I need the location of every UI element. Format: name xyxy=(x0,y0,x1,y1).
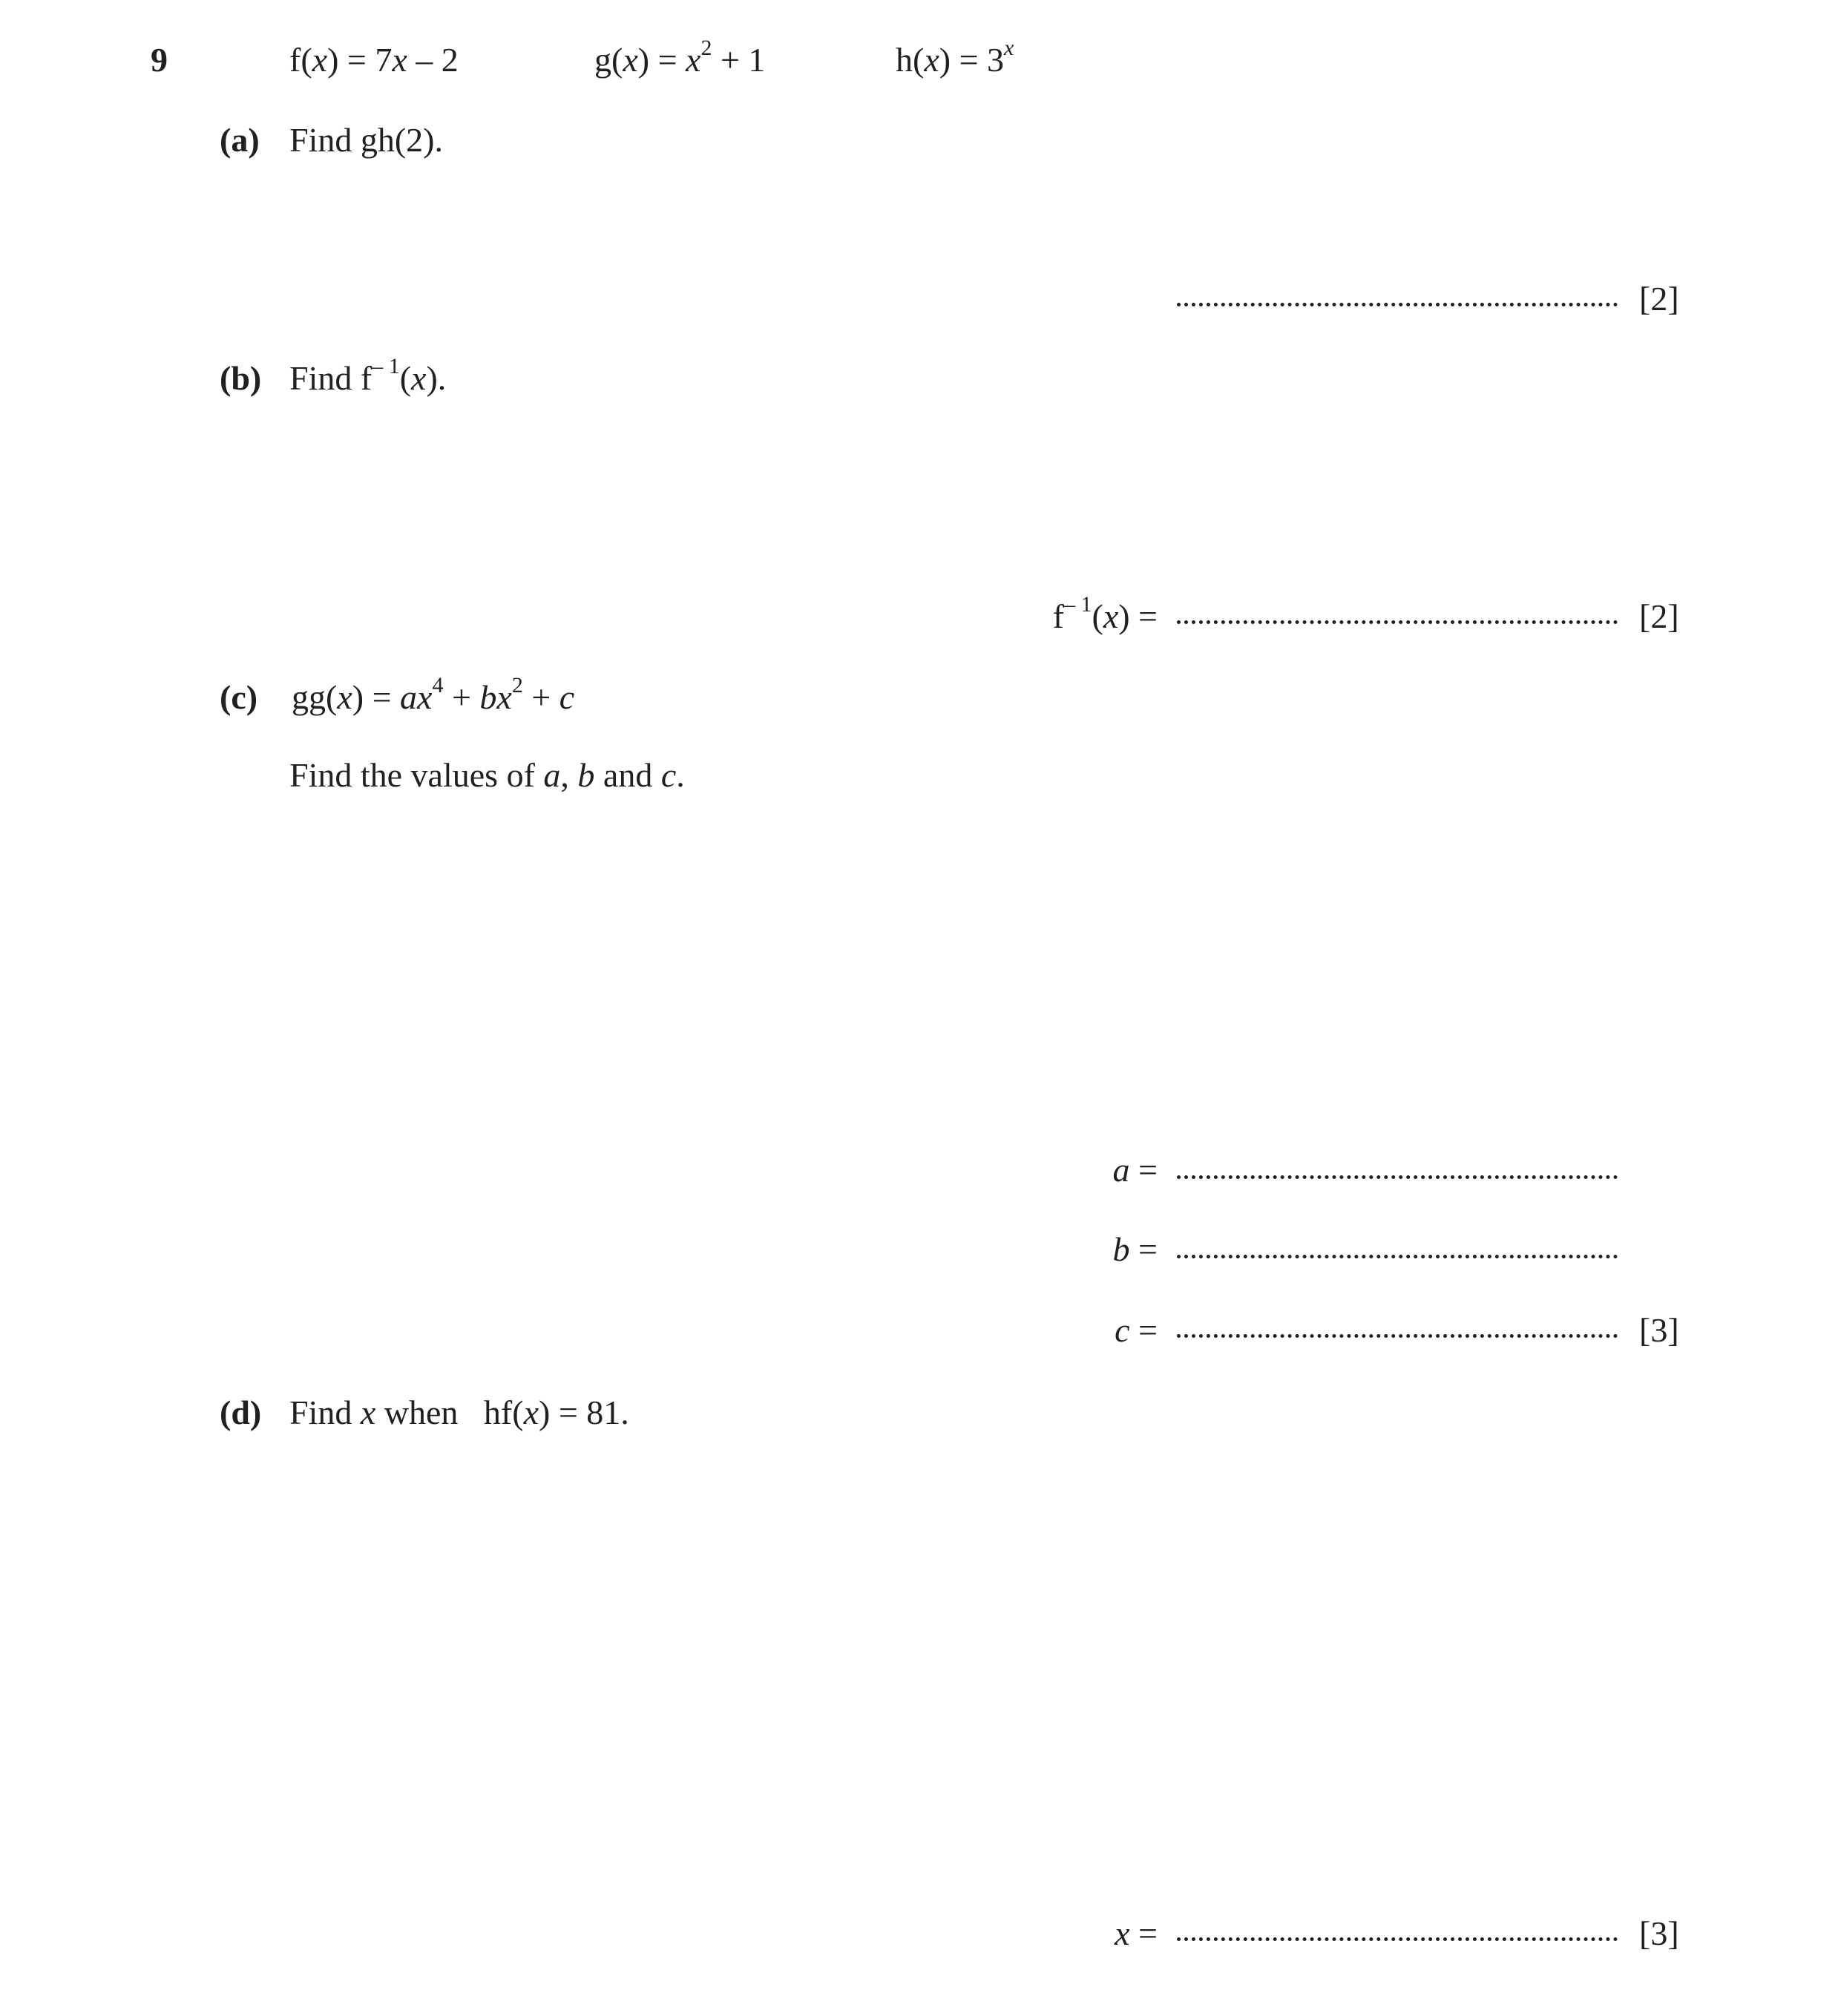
part-c-answer-b-line[interactable] xyxy=(1177,1255,1618,1258)
part-b-question: Find $f^{- 1}(x)$. xyxy=(289,353,447,397)
part-c-label: (c) xyxy=(220,678,258,716)
part-c-answer-a-label: a = xyxy=(1112,1151,1158,1189)
part-c-answer-a-line[interactable] xyxy=(1177,1175,1618,1179)
part-c-answer-c-label: c = xyxy=(1115,1311,1158,1349)
part-b-label: (b) xyxy=(220,359,262,397)
part-a-question: Find gh(2). xyxy=(289,121,443,159)
part-b-answer-line[interactable] xyxy=(1177,620,1618,624)
part-a-label: (a) xyxy=(220,121,260,159)
function-h-definition: $h(x) = 3^x$ xyxy=(896,35,1014,79)
part-c-equation: $gg(x) = ax^4 + bx^2 + c$ xyxy=(292,672,575,716)
part-b-marks: [2] xyxy=(1639,597,1679,635)
part-a-marks: [2] xyxy=(1639,280,1679,318)
part-d-marks: [3] xyxy=(1639,1914,1679,1952)
part-b-answer-label: $f^{- 1}(x)$ = xyxy=(1052,591,1158,635)
question-number: 9 xyxy=(151,41,168,79)
function-g-definition: $g(x) = x^2 + 1$ xyxy=(594,35,766,79)
part-c-answer-b-label: b = xyxy=(1112,1230,1158,1268)
part-c-marks: [3] xyxy=(1639,1311,1679,1349)
part-c-answer-c-line[interactable] xyxy=(1177,1334,1618,1338)
part-d-label: (d) xyxy=(220,1393,262,1431)
part-d-answer-label: x = xyxy=(1115,1914,1158,1952)
part-d-question: Find x when hf(x) = 81. xyxy=(289,1393,629,1431)
part-c-instruction: Find the values of a, b and c. xyxy=(289,756,685,794)
function-f-definition: f(x) = 7x – 2 xyxy=(289,41,459,79)
part-d-answer-line[interactable] xyxy=(1177,1937,1618,1941)
part-a-answer-line[interactable] xyxy=(1177,303,1618,306)
